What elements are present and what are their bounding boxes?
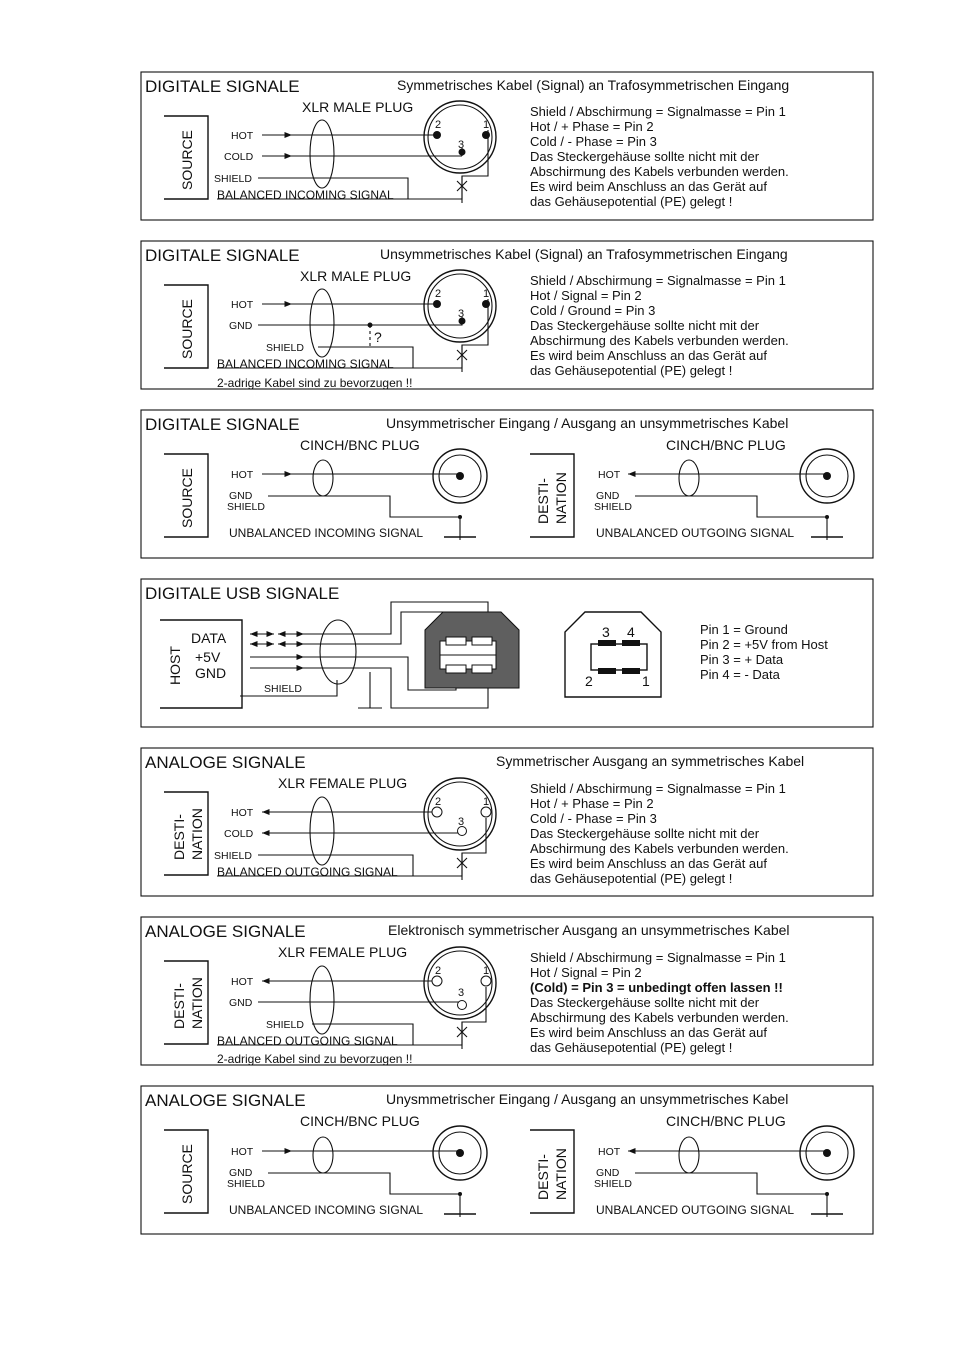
note-line: Abschirmung des Kabels verbunden werden. [530, 333, 789, 348]
wire-label-shield: SHIELD [227, 1178, 265, 1190]
usb-socket-contact [598, 668, 616, 674]
wire-label-hot: HOT [231, 976, 254, 988]
pin-label: 3 [458, 987, 465, 999]
note-line: Es wird beim Anschluss an das Gerät auf [530, 1025, 768, 1040]
pin-label: 3 [458, 139, 465, 151]
wire-label-gnd: GND [229, 997, 253, 1009]
panel-subtitle: Unsymmetrisches Kabel (Signal) an Trafosymmetrischen Eingang [380, 246, 788, 262]
usb-pin-label: 4 [627, 624, 635, 640]
cinch-pin [823, 1149, 831, 1157]
note-line: Shield / Abschirmung = Signalmasse = Pin 1 [530, 104, 786, 119]
note-line: Shield / Abschirmung = Signalmasse = Pin 1 [530, 781, 786, 796]
pin-1 [482, 300, 490, 308]
note-line: Shield / Abschirmung = Signalmasse = Pin 1 [530, 273, 786, 288]
pin-label: 3 [458, 308, 465, 320]
junction-dot [825, 1192, 829, 1196]
panel-analog-balanced [141, 748, 873, 896]
device-label: HOST [167, 646, 183, 685]
wire-label-gnd: GND [596, 490, 620, 502]
panel-digital-balanced [141, 72, 873, 220]
usb-pin-note: Pin 1 = Ground [700, 622, 788, 637]
device-label: SOURCE [179, 468, 195, 528]
panel-digital-unbalanced [141, 410, 873, 558]
usb-socket-contact [622, 668, 640, 674]
pin-label: 2 [435, 796, 442, 808]
junction-dot [458, 515, 462, 519]
note-line: Hot / Signal = Pin 2 [530, 965, 642, 980]
device-label: DESTI- [171, 814, 187, 860]
panel-title: ANALOGE SIGNALE [145, 753, 306, 772]
panel-subtitle: Symmetrischer Ausgang an symmetrisches Kabel [496, 753, 805, 769]
note-line: Es wird beim Anschluss an das Gerät auf [530, 348, 768, 363]
note-line-warning: (Cold) = Pin 3 = unbedingt offen lassen !! [530, 980, 783, 995]
usb-contact [472, 637, 492, 645]
note-line: Hot / + Phase = Pin 2 [530, 119, 654, 134]
note-line: Shield / Abschirmung = Signalmasse = Pin 1 [530, 950, 786, 965]
wire-label-hot: HOT [231, 469, 254, 481]
wire-label-cold: COLD [224, 151, 254, 163]
plug-label: XLR FEMALE PLUG [278, 944, 408, 960]
usb-socket-contact [622, 640, 640, 646]
usb-pin-label: 1 [642, 673, 650, 689]
wire-label-shield: SHIELD [214, 173, 252, 185]
plug-label: XLR FEMALE PLUG [278, 775, 408, 791]
plug-label: XLR MALE PLUG [300, 268, 412, 284]
panel-subtitle: Unysmmetrischer Eingang / Ausgang an unsymmetrisches Kabel [386, 1091, 789, 1107]
wire-label-gnd: GND [596, 1167, 620, 1179]
usb-contact [446, 637, 466, 645]
question-mark: ? [374, 329, 382, 345]
device-label: NATION [189, 808, 205, 860]
usb-pin-label: 3 [602, 624, 610, 640]
note-line: Es wird beim Anschluss an das Gerät auf [530, 856, 768, 871]
wire-label-hot: HOT [231, 130, 254, 142]
note-line: Hot / + Phase = Pin 2 [530, 796, 654, 811]
cable-jacket [679, 1137, 699, 1173]
note-line: Abschirmung des Kabels verbunden werden. [530, 164, 789, 179]
cable-jacket [313, 460, 333, 496]
panel-title: DIGITALE SIGNALE [145, 246, 300, 265]
usb-b-socket-core [591, 644, 647, 670]
panel-title: ANALOGE SIGNALE [145, 922, 306, 941]
note-line: Abschirmung des Kabels verbunden werden. [530, 1010, 789, 1025]
wire-label-shield: SHIELD [227, 501, 265, 513]
device-label: SOURCE [179, 299, 195, 359]
panel-subtitle: Elektronisch symmetrischer Ausgang an unsymmetrisches Kabel [388, 922, 790, 938]
note-line: Das Steckergehäuse sollte nicht mit der [530, 318, 760, 333]
panel-title: DIGITALE USB SIGNALE [145, 584, 340, 603]
wire-label-hot: HOT [598, 469, 621, 481]
usb-pin-note: Pin 3 = + Data [700, 652, 784, 667]
signal-label: UNBALANCED OUTGOING SIGNAL [596, 526, 795, 540]
cinch-pin [823, 472, 831, 480]
pin-label: 1 [483, 119, 490, 131]
signal-label: UNBALANCED OUTGOING SIGNAL [596, 1203, 795, 1217]
plug-label: CINCH/BNC PLUG [666, 1113, 786, 1129]
wire-label-shield: SHIELD [214, 850, 252, 862]
note-line: Es wird beim Anschluss an das Gerät auf [530, 179, 768, 194]
wire-label-hot: HOT [598, 1146, 621, 1158]
pin-2-socket [432, 976, 442, 986]
device-label: SOURCE [179, 130, 195, 190]
usb-contact [472, 665, 492, 673]
note-line: das Gehäusepotential (PE) gelegt ! [530, 1040, 733, 1055]
usb-pin-label: 2 [585, 673, 593, 689]
plug-label: CINCH/BNC PLUG [300, 437, 420, 453]
device-label: SOURCE [179, 1144, 195, 1204]
cable-jacket [313, 1137, 333, 1173]
plug-label: XLR MALE PLUG [302, 99, 414, 115]
note-line: Cold / - Phase = Pin 3 [530, 134, 657, 149]
pin-2 [433, 131, 441, 139]
shield-ground [358, 672, 382, 708]
note-line: das Gehäusepotential (PE) gelegt ! [530, 194, 733, 209]
panel-usb [141, 579, 873, 727]
panel-analog-electronic-balanced [141, 917, 873, 1066]
panel-digital-unbalanced-cable [141, 241, 873, 390]
pin-1-socket [481, 976, 491, 986]
wire-label-cold: COLD [224, 828, 254, 840]
usb-contact [446, 665, 466, 673]
wire-label-gnd: GND [229, 490, 253, 502]
wire-label-gnd: GND [195, 665, 227, 681]
panel-subtitle: Unsymmetrischer Eingang / Ausgang an unsymmetrisches Kabel [386, 415, 789, 431]
note-line: Cold / - Phase = Pin 3 [530, 811, 657, 826]
wire-label-shield: SHIELD [594, 1178, 632, 1190]
pin-1-socket [481, 807, 491, 817]
note-line: das Gehäusepotential (PE) gelegt ! [530, 363, 733, 378]
device-label: NATION [553, 1148, 569, 1200]
signal-label: UNBALANCED INCOMING SIGNAL [229, 526, 424, 540]
panel-subtitle: Symmetrisches Kabel (Signal) an Trafosymmetrischen Eingang [397, 77, 790, 93]
usb-pin-note: Pin 4 = - Data [700, 667, 780, 682]
device-label: DESTI- [535, 478, 551, 524]
device-label: NATION [553, 472, 569, 524]
note-line: Hot / Signal = Pin 2 [530, 288, 642, 303]
wire-label-shield: SHIELD [594, 501, 632, 513]
wire-label-gnd: GND [229, 1167, 253, 1179]
note-line: Cold / Ground = Pin 3 [530, 303, 656, 318]
wire-label-data: DATA [191, 630, 227, 646]
wire-label-gnd: GND [229, 320, 253, 332]
note-line: das Gehäusepotential (PE) gelegt ! [530, 871, 733, 886]
pin-label: 1 [483, 288, 490, 300]
footnote: 2-adrige Kabel sind zu bevorzugen !! [217, 1052, 413, 1066]
cable-jacket [320, 620, 356, 684]
junction-dot [825, 515, 829, 519]
plug-label: CINCH/BNC PLUG [666, 437, 786, 453]
wire-label-shield: SHIELD [266, 1019, 304, 1031]
note-line: Abschirmung des Kabels verbunden werden. [530, 841, 789, 856]
device-label: NATION [189, 977, 205, 1029]
cable-jacket [679, 460, 699, 496]
note-line: Das Steckergehäuse sollte nicht mit der [530, 995, 760, 1010]
signal-label: BALANCED OUTGOING SIGNAL [217, 865, 398, 879]
signal-label: UNBALANCED INCOMING SIGNAL [229, 1203, 424, 1217]
wire-label-shield: SHIELD [266, 342, 304, 354]
pin-2 [433, 300, 441, 308]
panel-title: DIGITALE SIGNALE [145, 77, 300, 96]
device-label: DESTI- [171, 983, 187, 1029]
usb-pin-note: Pin 2 = +5V from Host [700, 637, 828, 652]
note-line: Das Steckergehäuse sollte nicht mit der [530, 149, 760, 164]
wire-label-5v: +5V [195, 649, 221, 665]
note-line: Das Steckergehäuse sollte nicht mit der [530, 826, 760, 841]
pin-label: 3 [458, 816, 465, 828]
cinch-pin [456, 1149, 464, 1157]
junction-dot [458, 1192, 462, 1196]
wire-label-hot: HOT [231, 807, 254, 819]
pin-3-socket [458, 1001, 467, 1010]
signal-label: BALANCED INCOMING SIGNAL [217, 357, 394, 371]
device-label: DESTI- [535, 1154, 551, 1200]
wire-label-shield: SHIELD [264, 683, 302, 695]
panel-title: DIGITALE SIGNALE [145, 415, 300, 434]
pin-1 [482, 131, 490, 139]
pin-label: 1 [483, 796, 490, 808]
pin-label: 2 [435, 119, 442, 131]
panel-analog-unbalanced [141, 1086, 873, 1234]
panel-title: ANALOGE SIGNALE [145, 1091, 306, 1110]
pin-2-socket [432, 807, 442, 817]
pin-label: 2 [435, 288, 442, 300]
cinch-pin [456, 472, 464, 480]
signal-label: BALANCED INCOMING SIGNAL [217, 188, 394, 202]
footnote: 2-adrige Kabel sind zu bevorzugen !! [217, 376, 413, 390]
usb-socket-contact [598, 640, 616, 646]
plug-label: CINCH/BNC PLUG [300, 1113, 420, 1129]
pin-label: 2 [435, 965, 442, 977]
wire-label-hot: HOT [231, 1146, 254, 1158]
signal-label: BALANCED OUTGOING SIGNAL [217, 1034, 398, 1048]
pin-label: 1 [483, 965, 490, 977]
wire-label-hot: HOT [231, 299, 254, 311]
